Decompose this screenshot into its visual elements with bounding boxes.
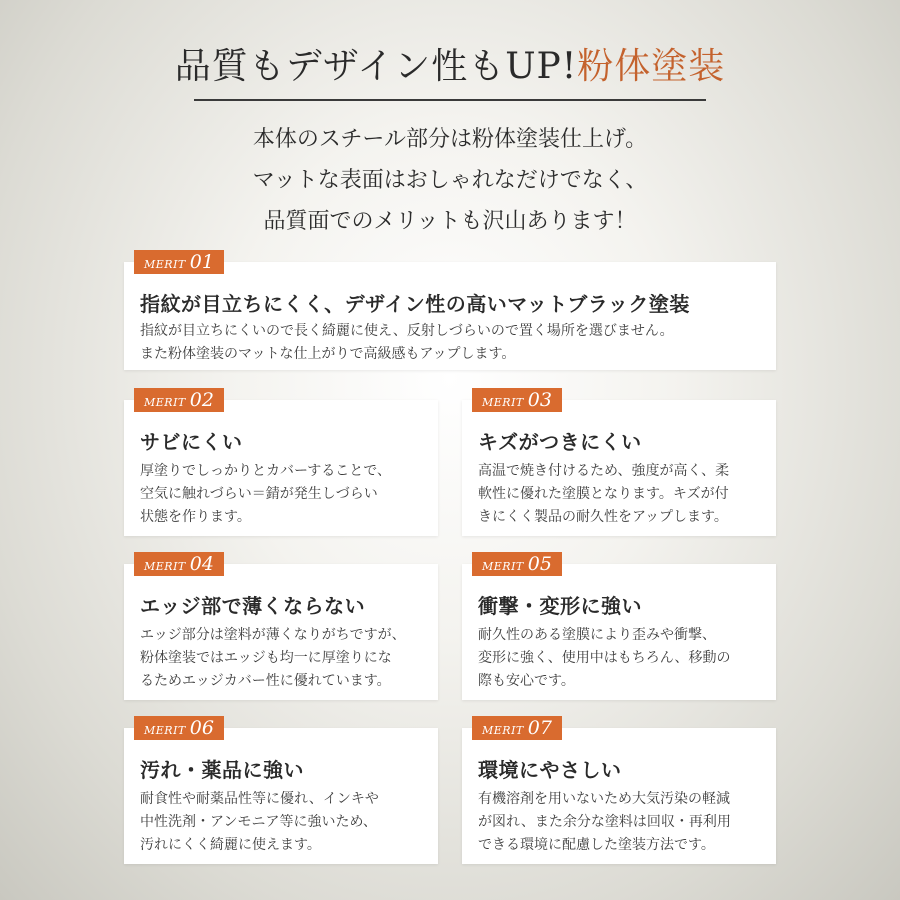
merit-description: 厚塗りでしっかりとカバーすることで、 空気に触れづらい＝錆が発生しづらい 状態を作ります。: [140, 463, 392, 525]
intro-text: [0, 119, 900, 242]
merit-badge: MERIT 03: [472, 388, 562, 412]
merit-badge: MERIT 05: [472, 552, 562, 576]
title-divider: [194, 99, 706, 101]
intro-line: 本体のスチール部分は粉体塗装仕上げ。: [252, 127, 648, 152]
page-title: [0, 38, 900, 89]
merit-description: 有機溶剤を用いないため大気汚染の軽減 が図れ、また余分な塗料は回収・再利用 できる環境に配慮した塗装方法です。: [478, 791, 731, 853]
merit-card-06: [124, 717, 438, 864]
merit-description: 指紋が目立ちにくいので長く綺麗に使え、反射しづらいので置く場所を選びません。 また粉体塗装のマットな仕上がりで高級感もアップします。: [140, 323, 674, 362]
merit-card-07: [462, 717, 776, 864]
intro-line: 品質面でのメリットも沢山あります！: [263, 209, 637, 234]
merit-heading: 汚れ・薬品に強い: [140, 758, 304, 782]
merit-heading: エッジ部で薄くならない: [140, 594, 366, 618]
title-main: 品質もデザイン性もUP!: [174, 46, 578, 87]
merit-card-02: [124, 389, 438, 536]
merit-badge: MERIT 01: [134, 250, 224, 274]
merit-heading: 衝撃・変形に強い: [478, 594, 642, 618]
merit-description: 耐食性や耐薬品性等に優れ、インキや 中性洗剤・アンモニア等に強いため、 汚れにくく綺麗に使えます。: [140, 791, 379, 853]
title-accent: 粉体塗装: [577, 46, 726, 87]
merit-card-03: [462, 389, 776, 536]
merit-badge: MERIT 02: [134, 388, 224, 412]
merit-badge: MERIT 07: [472, 716, 562, 740]
merit-badge: MERIT 06: [134, 716, 224, 740]
merit-card-05: [462, 553, 776, 700]
merit-heading: キズがつきにくい: [478, 430, 642, 454]
merit-card-01: [124, 251, 776, 370]
merit-description: 高温で焼き付けるため、強度が高く、柔 軟性に優れた塗膜となります。キズが付 きにくく製品の耐久性をアップします。: [478, 463, 730, 525]
merit-heading: 環境にやさしい: [478, 758, 622, 782]
merit-description: エッジ部分は塗料が薄くなりがちですが、 粉体塗装ではエッジも均一に厚塗りにな るためエッジカバー性に優れています。: [140, 627, 406, 689]
intro-line: マットな表面はおしゃれなだけでなく、: [252, 168, 648, 193]
merit-heading: サビにくい: [140, 430, 243, 454]
merit-badge: MERIT 04: [134, 552, 224, 576]
merit-description: 耐久性のある塗膜により歪みや衝撃、 変形に強く、使用中はもちろん、移動の 際も安心です。: [478, 627, 731, 689]
merit-card-04: [124, 553, 438, 700]
merit-heading: 指紋が目立ちにくく、デザイン性の高いマットブラック塗装: [140, 292, 690, 316]
